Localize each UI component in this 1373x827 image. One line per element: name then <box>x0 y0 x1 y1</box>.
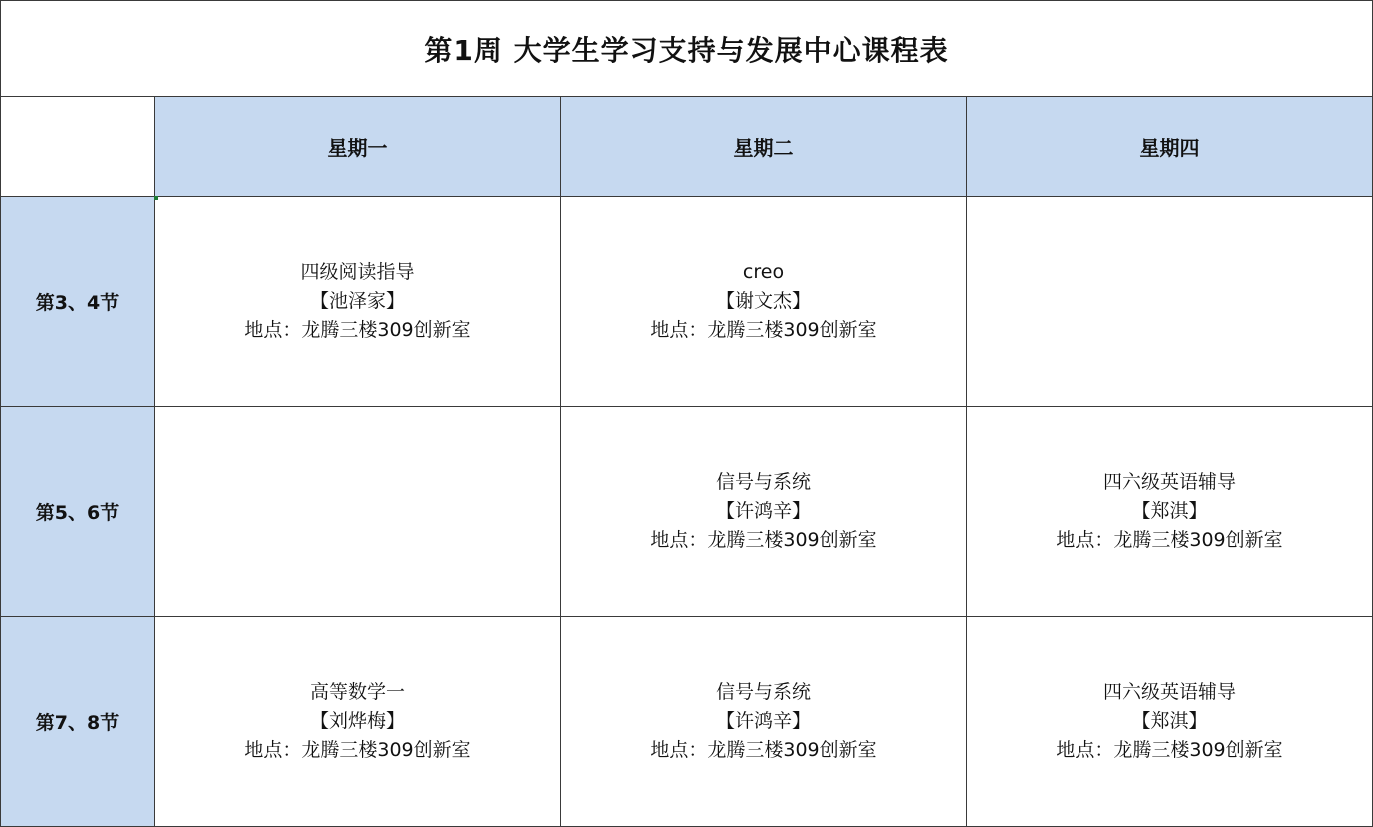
course-teacher: 【刘烨梅】 <box>309 710 405 732</box>
course-cell[interactable] <box>967 617 1373 827</box>
day-header-thursday[interactable]: 星期四 <box>967 97 1373 197</box>
course-cell[interactable] <box>155 197 561 407</box>
course-location: 地点：龙腾三楼309创新室 <box>244 739 471 761</box>
course-cell[interactable] <box>561 197 967 407</box>
table-row <box>1 197 1373 407</box>
course-teacher: 【池泽家】 <box>309 290 405 312</box>
course-teacher: 【谢文杰】 <box>715 290 811 312</box>
corner-cell[interactable] <box>1 97 155 197</box>
period-label[interactable]: 第5、6节 <box>1 407 155 617</box>
period-label[interactable]: 第7、8节 <box>1 617 155 827</box>
course-location: 地点：龙腾三楼309创新室 <box>650 529 877 551</box>
course-name: 高等数学一 <box>309 681 405 703</box>
course-teacher: 【许鸿辛】 <box>715 710 811 732</box>
course-cell[interactable] <box>561 617 967 827</box>
course-teacher: 【许鸿辛】 <box>715 500 811 522</box>
course-cell[interactable] <box>967 407 1373 617</box>
table-row <box>1 407 1373 617</box>
course-cell-empty[interactable] <box>967 197 1373 407</box>
day-header-monday[interactable]: 星期一 <box>155 97 561 197</box>
course-name: 四六级英语辅导 <box>1103 681 1237 703</box>
page-title[interactable]: 第1周 大学生学习支持与发展中心课程表 <box>1 1 1373 97</box>
course-name: creo <box>742 261 785 283</box>
course-teacher: 【郑淇】 <box>1131 710 1208 732</box>
period-label[interactable]: 第3、4节 <box>1 197 155 407</box>
course-cell[interactable] <box>561 407 967 617</box>
course-name: 信号与系统 <box>715 471 811 493</box>
cell-selection-marker <box>154 196 158 200</box>
course-name: 信号与系统 <box>715 681 811 703</box>
course-location: 地点：龙腾三楼309创新室 <box>650 739 877 761</box>
course-teacher: 【郑淇】 <box>1131 500 1208 522</box>
course-location: 地点：龙腾三楼309创新室 <box>1056 529 1283 551</box>
course-location: 地点：龙腾三楼309创新室 <box>650 319 877 341</box>
day-header-tuesday[interactable]: 星期二 <box>561 97 967 197</box>
course-name: 四六级英语辅导 <box>1103 471 1237 493</box>
course-location: 地点：龙腾三楼309创新室 <box>1056 739 1283 761</box>
course-cell-empty[interactable] <box>155 407 561 617</box>
course-cell[interactable] <box>155 617 561 827</box>
table-row <box>1 617 1373 827</box>
course-name: 四级阅读指导 <box>300 261 415 283</box>
course-location: 地点：龙腾三楼309创新室 <box>244 319 471 341</box>
